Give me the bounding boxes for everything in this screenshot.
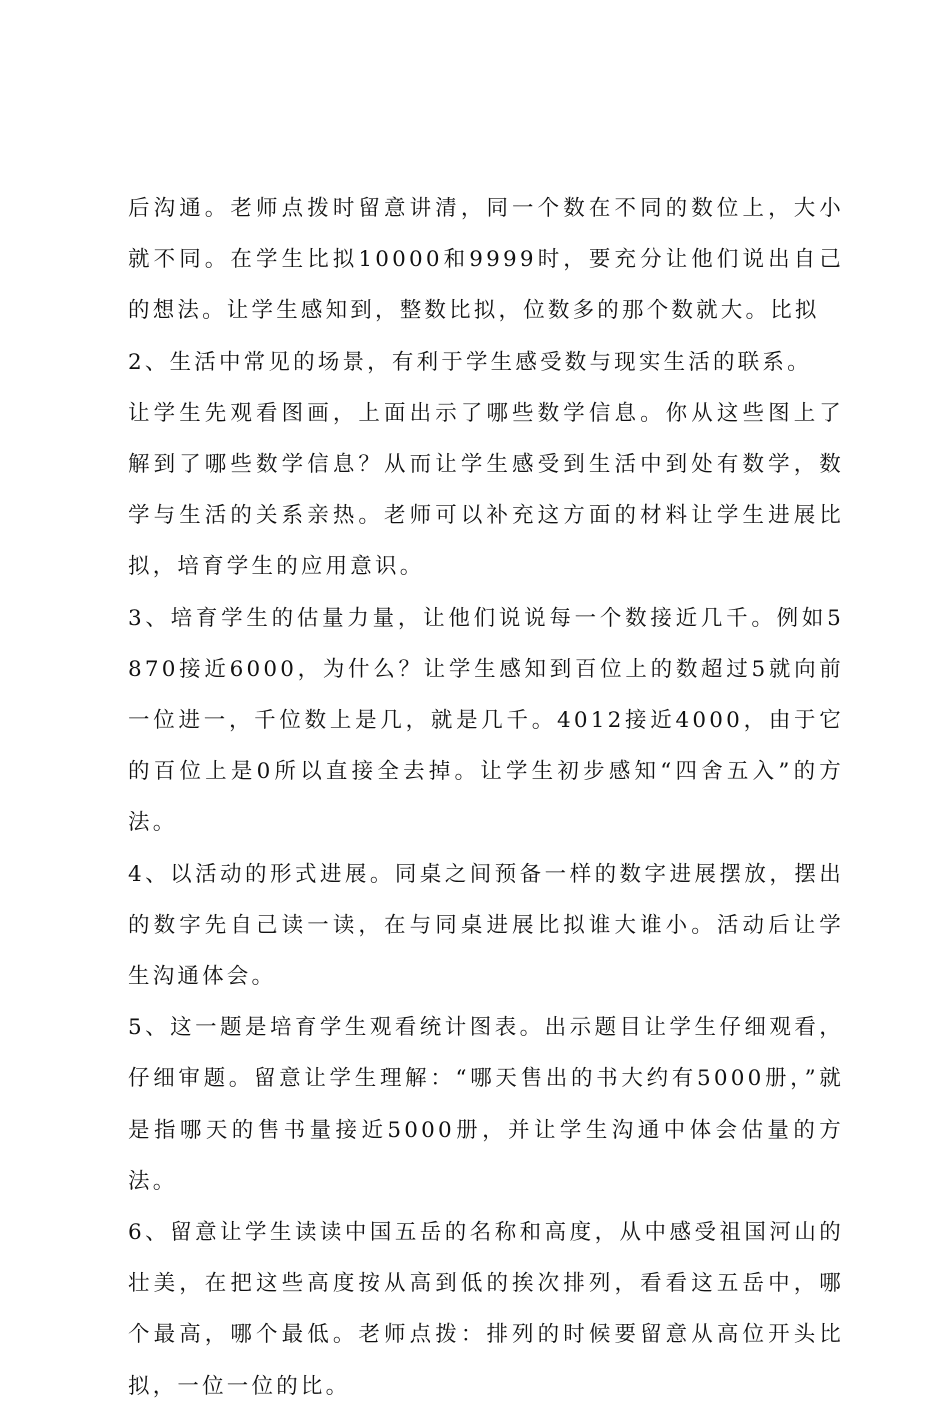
paragraph-item-2-detail: 让学生先观看图画，上面出示了哪些数学信息。你从这些图上了解到了哪些数学信息？从而让学生感受到生活中到处有数学，数学与生活的关系亲热。老师可以补充这方面的材料让学生进展比拟，培育学生的应用意识。 bbox=[128, 400, 844, 580]
paragraph-item-3: 3、培育学生的估量力量，让他们说说每一个数接近几千。例如5870接近6000，为什么？让学生感知到百位上的数超过5就向前一位进一，千位数上是几，就是几千。4012接近4000，由于它的百位上是0所以直接全去掉。让学生初步感知“四舍五入”的方法。 bbox=[128, 605, 844, 836]
paragraph-item-2: 2、生活中常见的场景，有利于学生感受数与现实生活的联系。 bbox=[128, 349, 812, 375]
paragraph-item-5: 5、这一题是培育学生观看统计图表。出示题目让学生仔细观看，仔细审题。留意让学生理解：“哪天售出的书大约有5000册，”就是指哪天的售书量接近5000册，并让学生沟通中体会估量的方法。 bbox=[128, 1015, 844, 1194]
paragraph-item-6: 6、留意让学生读读中国五岳的名称和高度，从中感受祖国河山的壮美，在把这些高度按从高到低的挨次排列，看看这五岳中，哪个最高，哪个最低。老师点拨：排列的时候要留意从高位开头比拟，一位一位的比。 bbox=[128, 1220, 844, 1399]
document-body bbox=[128, 183, 844, 1412]
paragraph-continuation: 后沟通。老师点拨时留意讲清，同一个数在不同的数位上，大小就不同。在学生比拟10000和9999时，要充分让他们说出自己的想法。让学生感知到，整数比拟，位数多的那个数就大。比拟 bbox=[128, 196, 844, 324]
paragraph-item-4: 4、以活动的形式进展。同桌之间预备一样的数字进展摆放，摆出的数字先自己读一读，在与同桌进展比拟谁大谁小。活动后让学生沟通体会。 bbox=[128, 861, 844, 990]
